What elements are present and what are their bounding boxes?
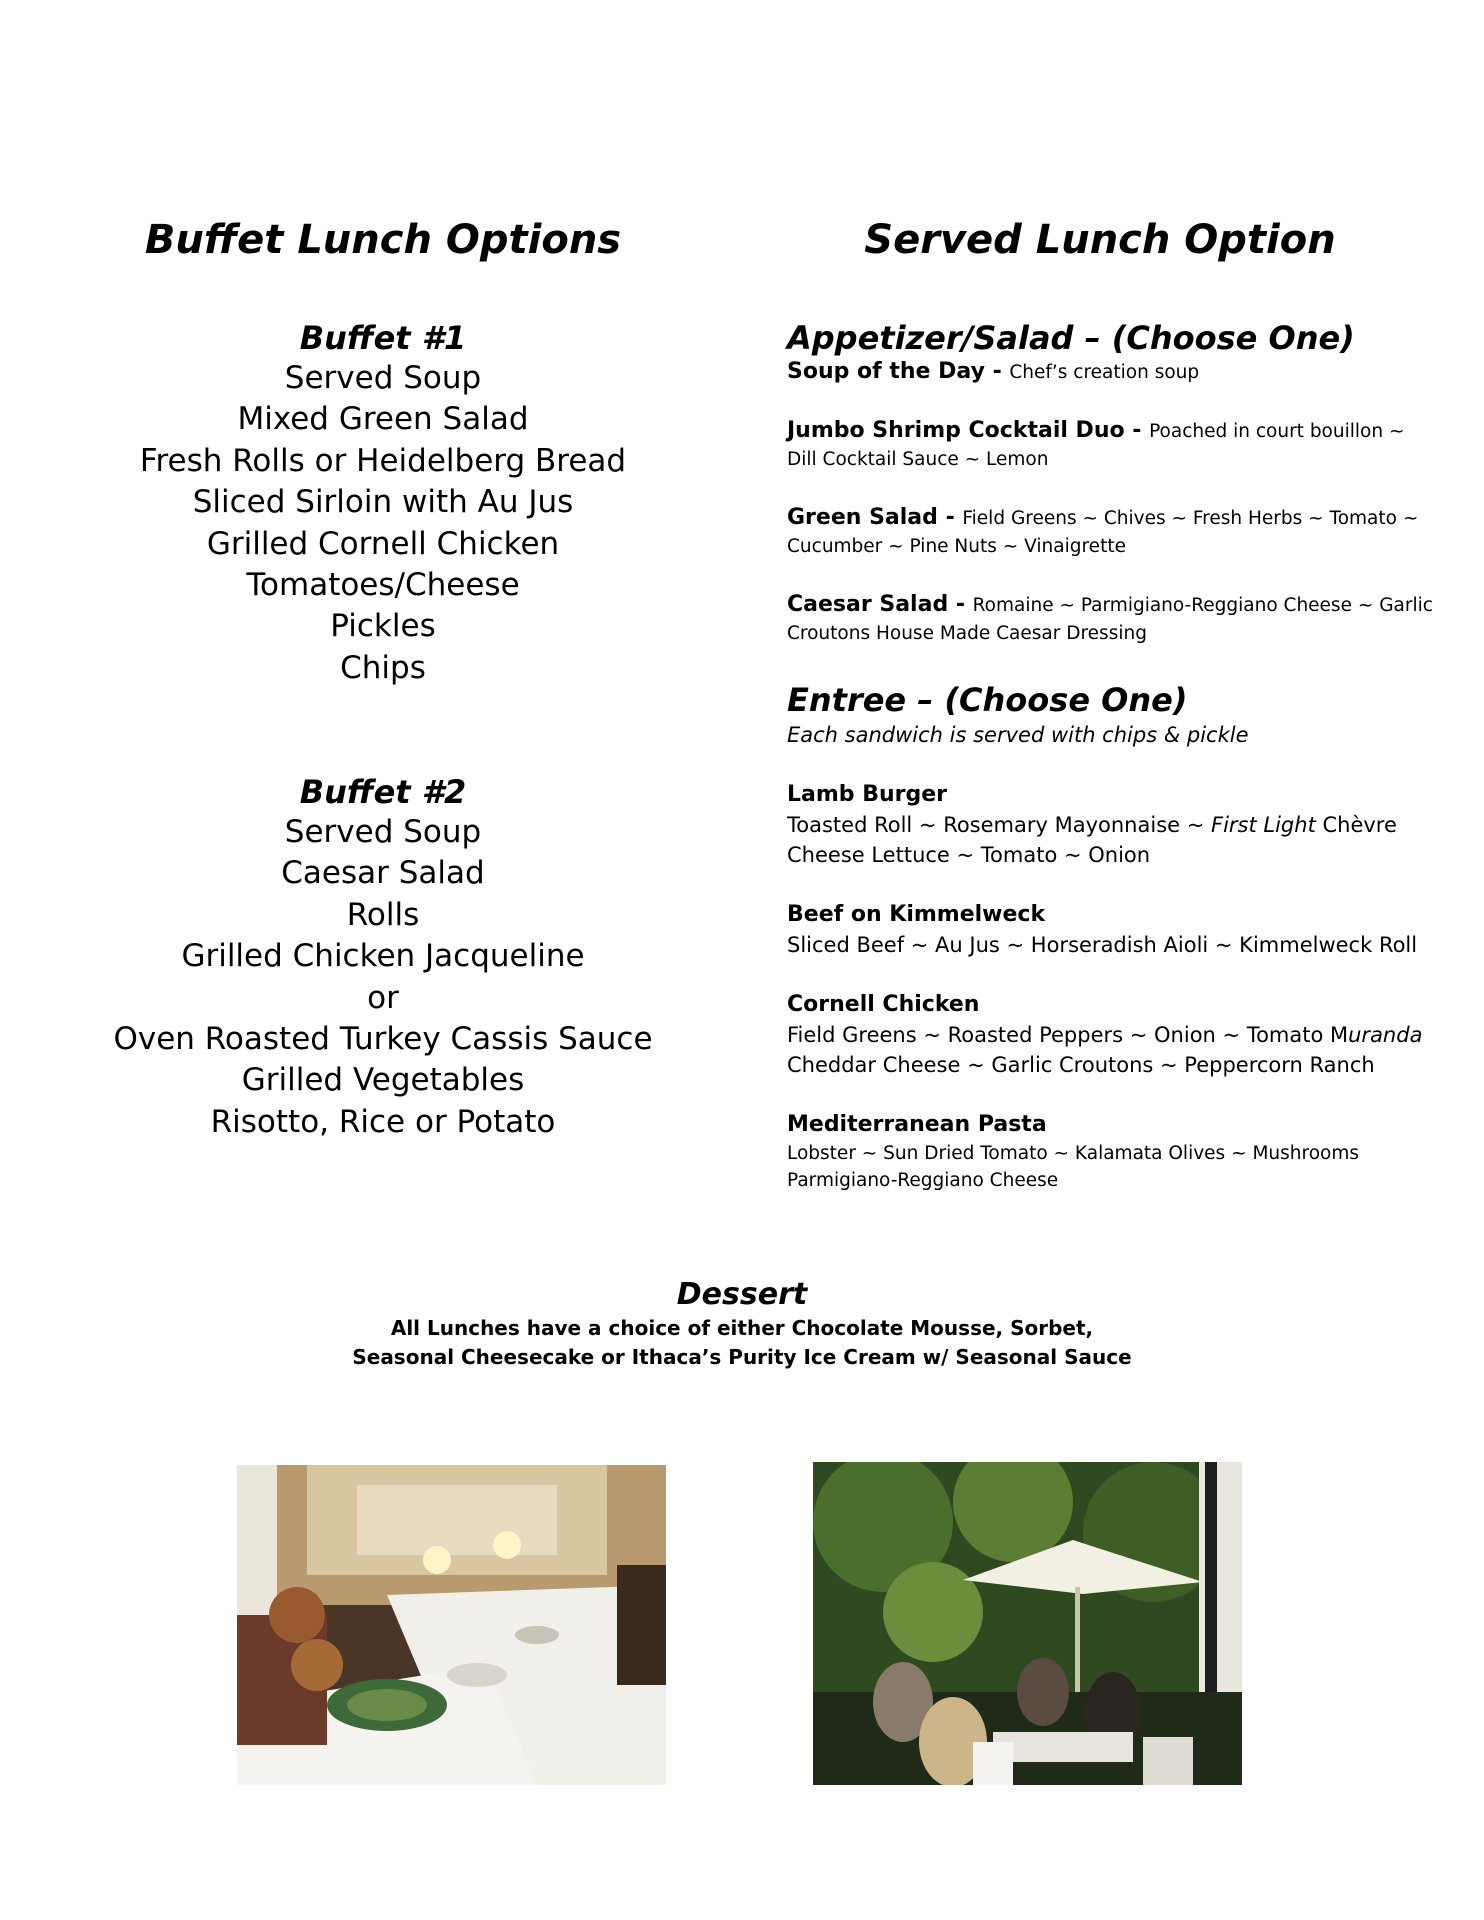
buffet-1-item: Sliced Sirloin with Au Jus bbox=[192, 484, 574, 521]
buffet-heading: Buffet Lunch Options bbox=[144, 217, 622, 263]
dish-description: Romaine ~ Parmigiano-Reggiano Cheese ~ Garlic Croutons House Made Caesar Dressing bbox=[787, 595, 1433, 644]
buffet-table-photo bbox=[237, 1465, 666, 1785]
appetizer-dish: Green Salad - Field Greens ~ Chives ~ Fresh Herbs ~ Tomato ~ Cucumber ~ Pine Nuts ~ Vinaigrette bbox=[787, 505, 1419, 557]
dish-name: Lamb Burger bbox=[787, 782, 947, 807]
patio-dining-photo bbox=[813, 1462, 1242, 1785]
buffet-2-item: Grilled Vegetables bbox=[241, 1062, 525, 1099]
buffet-1-item: Tomatoes/Cheese bbox=[246, 567, 520, 604]
entree-dish bbox=[787, 780, 1437, 870]
dish-description: Sliced Beef ~ Au Jus ~ Horseradish Aioli ~ Kimmelweck Roll bbox=[787, 933, 1418, 957]
dish-name: Mediterranean Pasta bbox=[787, 1112, 1047, 1137]
buffet-1-section bbox=[100, 318, 666, 689]
dessert-section bbox=[300, 1276, 1184, 1372]
buffet-1-item: Pickles bbox=[330, 608, 436, 645]
dish-description: Chef’s creation soup bbox=[1009, 362, 1200, 383]
buffet-2-item: Oven Roasted Turkey Cassis Sauce bbox=[113, 1021, 653, 1058]
appetizer-title: Appetizer/Salad – (Choose One) bbox=[787, 319, 1355, 357]
dessert-line: Seasonal Cheesecake or Ithaca’s Purity Ice Cream w/ Seasonal Sauce bbox=[352, 1345, 1132, 1369]
buffet-1-item: Mixed Green Salad bbox=[237, 401, 529, 438]
dish-name: Cornell Chicken bbox=[787, 992, 980, 1017]
dish-description: Lobster ~ Sun Dried Tomato ~ Kalamata Olives ~ Mushrooms Parmigiano-Reggiano Cheese bbox=[787, 1143, 1359, 1191]
dish-name: Jumbo Shrimp Cocktail Duo bbox=[787, 418, 1125, 443]
dish-description: Field Greens ~ Chives ~ Fresh Herbs ~ Tomato ~ Cucumber ~ Pine Nuts ~ Vinaigrette bbox=[787, 508, 1419, 557]
dessert-line: All Lunches have a choice of either Chocolate Mousse, Sorbet, bbox=[390, 1316, 1094, 1340]
dish-name: Caesar Salad bbox=[787, 592, 949, 617]
buffet-2-item: Served Soup bbox=[284, 814, 482, 850]
buffet-2-item: Rolls bbox=[346, 896, 420, 933]
buffet-2-item: Risotto, Rice or Potato bbox=[210, 1103, 556, 1140]
appetizer-dish: Jumbo Shrimp Cocktail Duo - Poached in court bouillon ~ Dill Cocktail Sauce ~ Lemon bbox=[787, 418, 1405, 470]
appetizer-section bbox=[787, 318, 1437, 648]
dish-name: Beef on Kimmelweck bbox=[787, 902, 1046, 927]
buffet-2-item: Caesar Salad bbox=[281, 855, 485, 892]
entree-title: Entree – (Choose One) bbox=[787, 681, 1188, 719]
entree-subtitle: Each sandwich is served with chips & pickle bbox=[787, 723, 1249, 747]
dish-description: Field Greens ~ Roasted Peppers ~ Onion ~ Tomato Muranda Cheddar Cheese ~ Garlic Croutons ~ Peppercorn Ranch bbox=[787, 1023, 1423, 1077]
served-heading: Served Lunch Option bbox=[864, 217, 1336, 263]
entree-dish bbox=[787, 990, 1437, 1080]
buffet-1-item: Served Soup bbox=[284, 360, 482, 396]
dish-name: Green Salad bbox=[787, 505, 938, 530]
buffet-2-item: Grilled Chicken Jacqueline bbox=[181, 938, 585, 975]
dish-name: Soup of the Day bbox=[787, 359, 985, 384]
appetizer-dish: Soup of the Day - Chef’s creation soup bbox=[787, 359, 1200, 384]
entree-dish bbox=[787, 1110, 1437, 1194]
buffet-1-item: Fresh Rolls or Heidelberg Bread bbox=[139, 442, 627, 479]
buffet-2-title: Buffet #2 bbox=[299, 773, 467, 811]
buffet-1-item: Grilled Cornell Chicken bbox=[206, 525, 560, 562]
entree-section bbox=[787, 680, 1437, 1194]
buffet-2-item: or bbox=[367, 979, 399, 1016]
dish-description: Poached in court bouillon ~ Dill Cocktail Sauce ~ Lemon bbox=[787, 421, 1405, 470]
dish-description: Toasted Roll ~ Rosemary Mayonnaise ~ First Light Chèvre Cheese Lettuce ~ Tomato ~ Onion bbox=[787, 813, 1397, 867]
appetizer-dish: Caesar Salad - Romaine ~ Parmigiano-Reggiano Cheese ~ Garlic Croutons House Made Caesar Dressing bbox=[787, 592, 1433, 644]
dessert-title: Dessert bbox=[676, 1277, 808, 1312]
buffet-1-title: Buffet #1 bbox=[299, 319, 467, 357]
entree-dish bbox=[787, 900, 1437, 960]
buffet-1-item: Chips bbox=[340, 649, 426, 686]
buffet-2-section bbox=[100, 772, 666, 1143]
